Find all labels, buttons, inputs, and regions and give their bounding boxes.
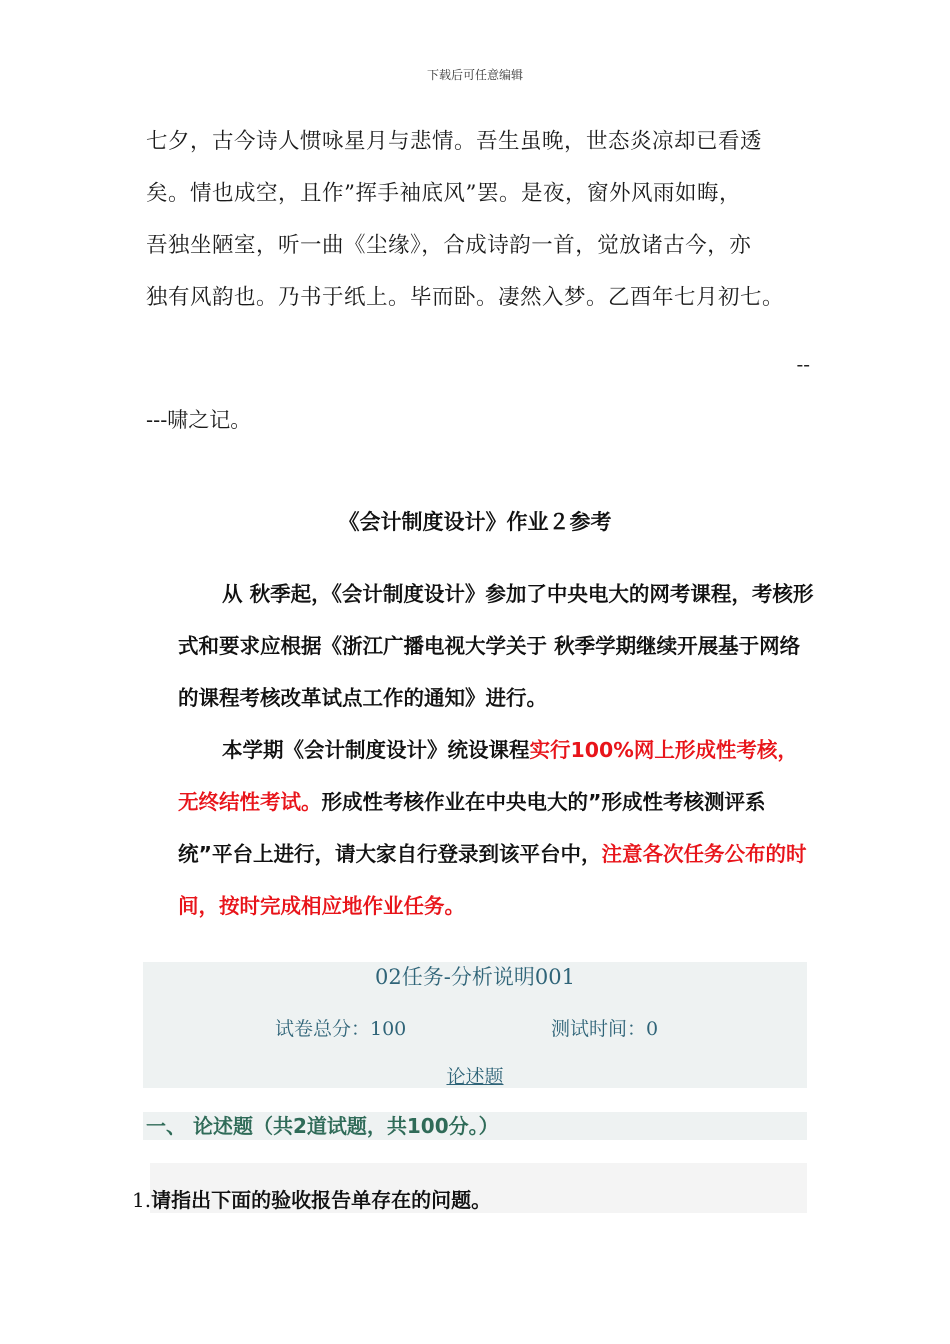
total-score: 试卷总分：100	[275, 1018, 407, 1040]
poem-dash: --	[796, 352, 810, 376]
notice-text-2: 形成性考核作业在中央电大的”形成性考核测评系统”平台上进行，请大家自行登录到该平台中，	[178, 790, 766, 866]
task-info-box	[143, 962, 807, 1088]
poem-line-4: 独有风韵也。乃书于纸上。毕而卧。凄然入梦。乙酉年七月初七。	[146, 285, 785, 310]
notice-paragraph	[178, 724, 818, 932]
task-title: 02任务-分析说明001	[375, 965, 575, 989]
section-heading: 一、 论述题（共2道试题，共100分。）	[146, 1114, 499, 1138]
notice-text-1: 本学期《会计制度设计》统设课程	[222, 738, 530, 762]
question-text: 请指出下面的验收报告单存在的问题。	[151, 1188, 492, 1212]
question-number: 1.	[132, 1188, 152, 1212]
document-title: 《会计制度设计》作业２参考	[338, 509, 612, 534]
question-1	[132, 1184, 491, 1213]
test-time: 测试时间：0	[551, 1018, 659, 1040]
poem-line-1: 七夕，古今诗人惯咏星月与悲情。吾生虽晚，世态炎凉却已看透	[146, 129, 763, 154]
notice-red-1: 实行100%网上形成性考核，无终结性考试。	[178, 738, 798, 814]
poem-line-2: 矣。情也成空，且作”挥手袖底风”罢。是夜，窗外风雨如晦，	[146, 181, 741, 206]
intro-paragraph: 从 秋季起，《会计制度设计》参加了中央电大的网考课程，考核形式和要求应根据《浙江广播电视大学关于 秋季学期继续开展基于网络的课程考核改革试点工作的通知》进行。	[178, 582, 814, 710]
poem-line-3: 吾独坐陋室，听一曲《尘缘》，合成诗韵一首，觉放诸古今，亦	[146, 233, 752, 258]
page-header: 下载后可任意编辑	[426, 68, 523, 82]
notice-red-2: 注意各次任务公布的时间，按时完成相应地作业任务。	[178, 842, 807, 918]
poem-signature: ---啸之记。	[146, 408, 252, 432]
essay-questions-link[interactable]: 论述题	[446, 1066, 504, 1088]
